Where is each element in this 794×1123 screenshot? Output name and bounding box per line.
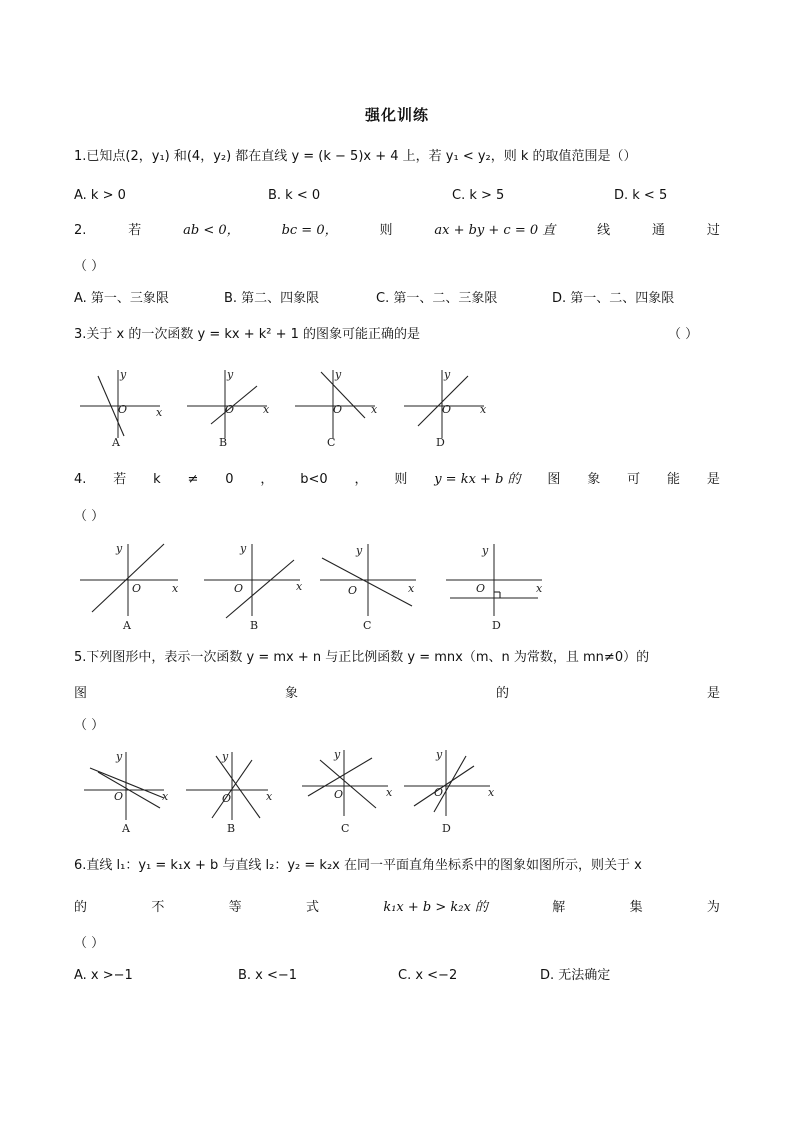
q4-caption-b: B (250, 619, 259, 632)
q2-part: 线 (597, 223, 611, 238)
page-title: 强化训练 (364, 106, 429, 124)
q6-answer-bracket: （ ） (74, 936, 105, 951)
y-label: y (120, 368, 127, 381)
q4-graph-d (446, 540, 546, 635)
q5-d-line-1 (434, 756, 466, 812)
q4-stem (74, 470, 720, 490)
q2-option-d: D. 第一、二、四象限 (552, 291, 675, 306)
q5-part: 象 (284, 686, 298, 701)
q5-caption-d: D (442, 822, 451, 835)
q2-part: 若 (128, 223, 142, 238)
q2-option-c: C. 第一、二、三象限 (376, 291, 498, 306)
y-label: y (444, 368, 451, 381)
q5-answer-bracket: （ ） (74, 718, 105, 733)
q3-graph-c (295, 368, 385, 450)
q6-part: 式 (305, 900, 319, 915)
q4-part: 可 (627, 472, 641, 487)
q5-stem-continued (74, 684, 720, 704)
origin-label: O (434, 786, 444, 799)
q3-caption-a: A (112, 436, 120, 449)
q2-part: 则 (379, 223, 393, 238)
q4-part: 0 (225, 472, 234, 487)
origin-label: O (334, 788, 344, 801)
q4-part: ≠ (187, 472, 199, 487)
q4-caption-d: D (492, 619, 501, 632)
q5-graph-c (302, 748, 392, 838)
y-label: y (116, 542, 123, 555)
x-label: x (371, 403, 378, 416)
x-label: x (172, 582, 179, 595)
origin-label: O (348, 584, 358, 597)
y-label: y (334, 748, 341, 761)
y-label: y (116, 750, 123, 763)
q4-graph-b (204, 540, 304, 635)
q1-option-c: C. k > 5 (452, 188, 505, 203)
q4-part: ， (354, 472, 368, 487)
origin-label: O (114, 790, 124, 803)
q6-part: 不 (151, 900, 165, 915)
q2-part: ax + by + c = 0 直 (434, 223, 556, 238)
q4-part: 若 (113, 472, 127, 487)
q2-part: ab < 0， (183, 223, 240, 238)
q4-answer-bracket: （ ） (74, 509, 105, 524)
q3-stem: 3.关于 x 的一次函数 y = kx + k² + 1 的图象可能正确的是 (74, 327, 421, 342)
q4-caption-c: C (363, 619, 372, 632)
q6-stem: 6.直线 l₁：y₁ = k₁x + b 与直线 l₂：y₂ = k₂x 在同一平面直角坐标系中的图象如图所示，则关于 x (74, 858, 642, 873)
q4-part: 象 (587, 472, 601, 487)
q5-caption-a: A (122, 822, 130, 835)
q5-caption-b: B (227, 822, 236, 835)
x-label: x (480, 403, 487, 416)
q4-part: y = kx + b 的 (434, 472, 521, 487)
x-label: x (536, 582, 543, 595)
q1-option-b: B. k < 0 (268, 188, 321, 203)
origin-label: O (333, 403, 343, 416)
q5-stem: 5.下列图形中，表示一次函数 y = mx + n 与正比例函数 y = mnx（m、n 为常数，且 mn≠0）的 (74, 650, 650, 665)
q3-caption-b: B (219, 436, 228, 449)
x-label: x (263, 403, 270, 416)
q2-stem (74, 221, 720, 241)
y-label: y (335, 368, 342, 381)
origin-label: O (476, 582, 486, 595)
q3-caption-d: D (436, 436, 445, 449)
origin-label: O (118, 403, 128, 416)
origin-label: O (234, 582, 244, 595)
x-label: x (386, 786, 393, 799)
q6-stem-continued (74, 898, 720, 918)
q4-part: 能 (666, 472, 680, 487)
q3-graph-b (187, 368, 277, 450)
q5-part: 的 (495, 686, 509, 701)
q5-part: 图 (74, 686, 88, 701)
q4-graph-c (320, 540, 420, 635)
q5-graph-b (186, 748, 276, 838)
q4-part: ， (260, 472, 274, 487)
q1-option-d: D. k < 5 (614, 188, 668, 203)
q5-caption-c: C (341, 822, 350, 835)
q4-part: k (153, 472, 161, 487)
q5-graph-a (84, 748, 174, 838)
q6-option-b: B. x <−1 (238, 968, 298, 983)
q1-option-a: A. k > 0 (74, 188, 126, 203)
q3-caption-c: C (327, 436, 336, 449)
q2-part: 通 (652, 223, 666, 238)
y-label: y (240, 542, 247, 555)
q6-option-a: A. x >−1 (74, 968, 133, 983)
y-label: y (356, 544, 363, 557)
x-label: x (156, 406, 163, 419)
q5-graph-d (404, 748, 494, 838)
q3-graph-a (80, 368, 170, 450)
q3-c-line (321, 372, 365, 418)
q2-option-b: B. 第二、四象限 (224, 291, 320, 306)
origin-label: O (225, 403, 235, 416)
q4-part: 4. (74, 472, 87, 487)
q2-part: 2. (74, 223, 87, 238)
origin-label: O (222, 792, 232, 805)
q6-part: 的 (74, 900, 88, 915)
q4-c-line (322, 558, 412, 606)
q4-part: 则 (394, 472, 408, 487)
q2-part: 过 (706, 223, 720, 238)
x-label: x (296, 580, 303, 593)
q3-answer-bracket: （ ） (668, 327, 699, 342)
q6-part: 等 (228, 900, 242, 915)
q2-part: bc = 0， (281, 223, 338, 238)
q5-a-line-1 (90, 768, 164, 798)
q4-caption-a: A (123, 619, 131, 632)
q5-b-line-1 (216, 756, 260, 818)
q6-part: 为 (706, 900, 720, 915)
q6-part: 解 (552, 900, 566, 915)
origin-label: O (442, 403, 452, 416)
x-label: x (266, 790, 273, 803)
q3-graph-d (404, 368, 494, 450)
x-label: x (488, 786, 495, 799)
y-label: y (222, 750, 229, 763)
y-label: y (482, 544, 489, 557)
q4-part: 是 (706, 472, 720, 487)
q3-d-line (418, 376, 468, 426)
q2-answer-bracket: （ ） (74, 259, 105, 274)
origin-label: O (132, 582, 142, 595)
q4-part: 图 (547, 472, 561, 487)
q6-option-d: D. 无法确定 (540, 968, 611, 983)
y-label: y (227, 368, 234, 381)
q6-part: 集 (629, 900, 643, 915)
q6-option-c: C. x <−2 (398, 968, 458, 983)
q1-stem: 1.已知点(2，y₁) 和(4，y₂) 都在直线 y = (k − 5)x + 4 上，若 y₁ < y₂，则 k 的取值范围是（） (74, 149, 637, 164)
q6-part: k₁x + b > k₂x 的 (383, 900, 488, 915)
q5-part: 是 (706, 686, 720, 701)
y-label: y (436, 748, 443, 761)
x-label: x (162, 790, 169, 803)
x-label: x (408, 582, 415, 595)
q4-part: b<0 (300, 472, 328, 487)
q4-graph-a (80, 540, 180, 635)
q2-option-a: A. 第一、三象限 (74, 291, 169, 306)
